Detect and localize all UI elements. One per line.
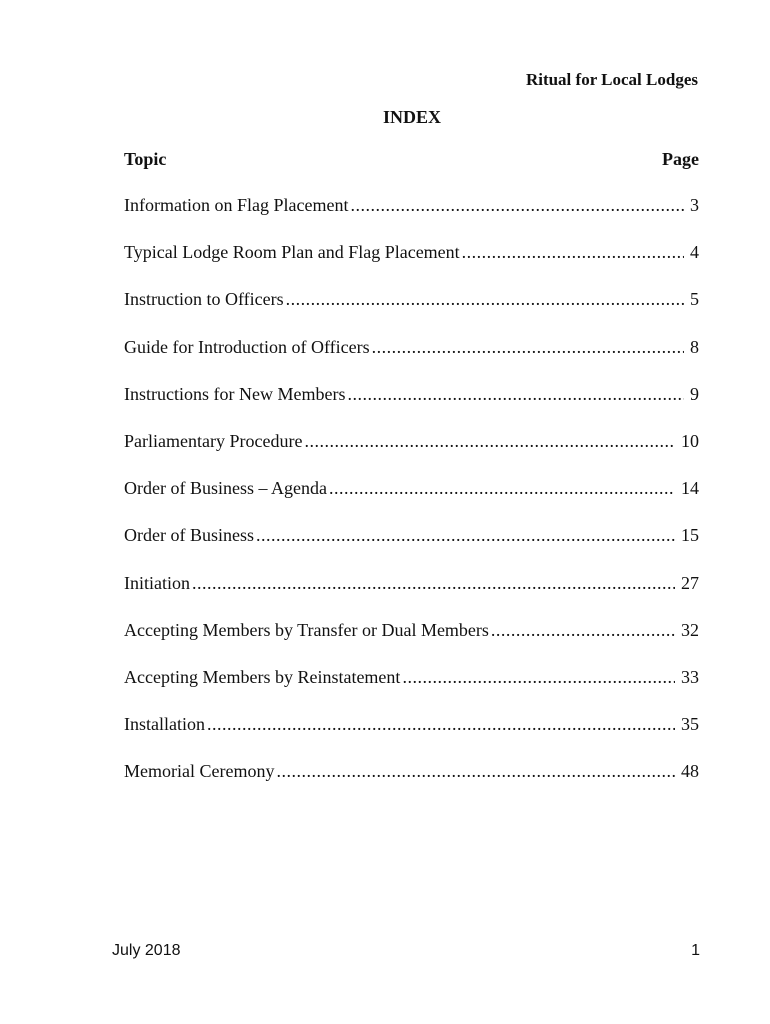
toc-entry-label: Installation (124, 714, 205, 735)
toc-entry-label: Parliamentary Procedure (124, 430, 303, 451)
toc-entry (124, 337, 699, 384)
toc-entry-label: Initiation (124, 572, 190, 593)
column-headers (124, 149, 699, 170)
toc-entry-page: 4 (690, 242, 699, 263)
toc-entry (124, 761, 699, 808)
toc-entry (124, 289, 699, 336)
toc-entry-page: 14 (681, 478, 699, 499)
toc-leader-dots (256, 525, 675, 546)
toc-entry (124, 714, 699, 761)
toc-leader-dots (491, 620, 675, 641)
toc-entry (124, 384, 699, 431)
footer-page-number: 1 (691, 942, 700, 959)
toc-leader-dots (304, 431, 675, 452)
document-header-title: Ritual for Local Lodges (525, 70, 698, 89)
toc-entry-label: Order of Business – Agenda (124, 478, 327, 499)
toc-leader-dots (402, 667, 675, 688)
toc-entry-label: Typical Lodge Room Plan and Flag Placement (124, 242, 460, 263)
toc-entry (124, 620, 699, 667)
table-of-contents (124, 195, 699, 808)
toc-entry-label: Instructions for New Members (124, 383, 346, 404)
toc-entry-label: Accepting Members by Reinstatement (124, 666, 401, 687)
toc-entry-label: Memorial Ceremony (124, 761, 275, 782)
page-column-header: Page (662, 149, 699, 169)
toc-entry-label: Instruction to Officers (124, 289, 284, 310)
toc-leader-dots (347, 384, 684, 405)
toc-entry-page: 5 (690, 289, 699, 310)
toc-entry-label: Guide for Introduction of Officers (124, 336, 370, 357)
index-heading: INDEX (382, 107, 441, 127)
toc-entry-page: 10 (681, 430, 699, 451)
toc-entry-page: 15 (681, 525, 699, 546)
toc-entry (124, 478, 699, 525)
toc-leader-dots (372, 337, 684, 358)
toc-entry-label: Order of Business (124, 525, 254, 546)
toc-entry-page: 35 (681, 714, 699, 735)
toc-entry (124, 667, 699, 714)
toc-entry (124, 525, 699, 572)
toc-entry (124, 431, 699, 478)
toc-leader-dots (286, 289, 684, 310)
toc-leader-dots (192, 573, 675, 594)
toc-entry-page: 3 (690, 195, 699, 215)
footer-date: July 2018 (112, 942, 181, 959)
toc-leader-dots (329, 478, 675, 499)
topic-column-header: Topic (124, 149, 167, 169)
toc-entry-page: 27 (681, 572, 699, 593)
toc-entry (124, 242, 699, 289)
toc-leader-dots (207, 714, 675, 735)
toc-entry-page: 33 (681, 666, 699, 687)
toc-leader-dots (462, 242, 684, 263)
toc-entry-page: 48 (681, 761, 699, 782)
toc-entry-label: Information on Flag Placement (124, 195, 349, 215)
toc-entry-label: Accepting Members by Transfer or Dual Members (124, 619, 489, 640)
toc-entry-page: 8 (690, 336, 699, 357)
toc-entry-page: 9 (690, 383, 699, 404)
toc-entry-page: 32 (681, 619, 699, 640)
toc-leader-dots (350, 195, 684, 216)
toc-entry (124, 195, 699, 242)
toc-entry (124, 573, 699, 620)
toc-leader-dots (276, 761, 675, 782)
